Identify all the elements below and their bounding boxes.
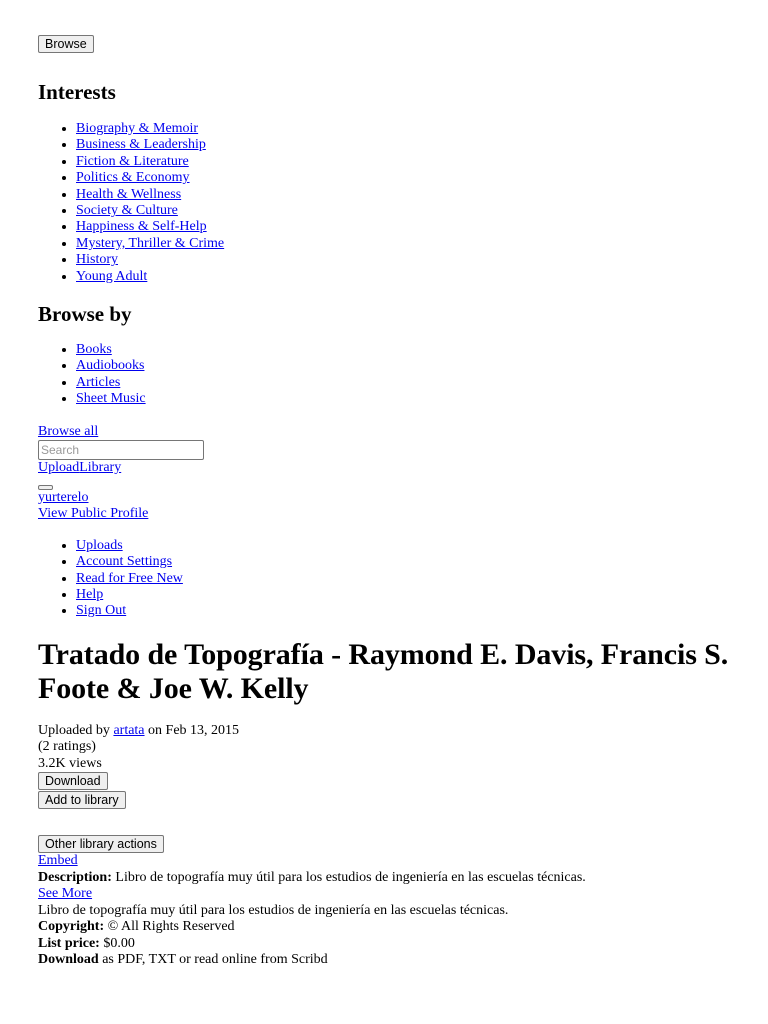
username-link[interactable]: yurterelo: [38, 489, 89, 505]
browse-link-articles[interactable]: Articles: [76, 374, 121, 390]
other-library-actions-button[interactable]: Other library actions: [38, 835, 164, 853]
library-link[interactable]: Library: [79, 460, 122, 476]
list-item: [76, 170, 738, 186]
list-price-value: $0.00: [99, 935, 135, 951]
list-item: [76, 587, 738, 603]
description-full: Libro de topografía muy útil para los estudios de ingeniería en las escuelas técnicas.: [38, 902, 509, 918]
ratings-count: (2 ratings): [38, 739, 96, 755]
copyright: [38, 919, 738, 936]
interest-link-business-leadership[interactable]: Business & Leadership: [76, 137, 206, 153]
download-button[interactable]: Download: [38, 772, 108, 790]
browse-link-sheet-music[interactable]: Sheet Music: [76, 391, 146, 407]
browse-by-list: [38, 342, 738, 408]
interest-link-health-wellness[interactable]: Health & Wellness: [76, 186, 182, 202]
list-item: [76, 252, 738, 268]
upload-info: [38, 723, 738, 740]
list-price: [38, 936, 738, 953]
list-item: [76, 236, 738, 252]
list-item: [76, 391, 738, 407]
header-links: [38, 460, 738, 477]
interest-link-biography-memoir[interactable]: Biography & Memoir: [76, 121, 199, 136]
add-to-library-button[interactable]: Add to library: [38, 791, 126, 809]
interests-heading: Interests: [38, 80, 116, 104]
list-item: [76, 603, 738, 619]
interest-link-society-culture[interactable]: Society & Culture: [76, 203, 178, 219]
interest-link-politics-economy[interactable]: Politics & Economy: [76, 170, 190, 186]
see-more-link[interactable]: See More: [38, 886, 93, 902]
upload-link[interactable]: Upload: [38, 460, 80, 476]
account-menu: [38, 538, 738, 620]
document-title: Tratado de Topografía - Raymond E. Davis, Francis S. Foote & Joe W. Kelly: [38, 637, 729, 705]
description-label: Description:: [38, 869, 112, 885]
upload-date: on Feb 13, 2015: [144, 722, 240, 738]
browse-by-heading: Browse by: [38, 302, 132, 327]
interest-link-young-adult[interactable]: Young Adult: [76, 268, 148, 284]
description: [38, 870, 738, 887]
list-item: [76, 154, 738, 170]
menu-link-uploads[interactable]: Uploads: [76, 537, 123, 553]
views-count: 3.2K views: [38, 755, 102, 771]
menu-link-help[interactable]: Help: [76, 586, 104, 602]
interest-link-history[interactable]: History: [76, 252, 118, 268]
list-item: [76, 342, 738, 358]
interests-list: [38, 121, 738, 285]
interest-link-happiness-self-help[interactable]: Happiness & Self-Help: [76, 219, 207, 235]
download-info: [38, 952, 738, 969]
list-item: [76, 121, 738, 137]
list-item: [76, 538, 738, 554]
page: [38, 35, 738, 969]
browse-all-link[interactable]: Browse all: [38, 423, 99, 439]
download-label: Download: [38, 952, 99, 968]
copyright-text: © All Rights Reserved: [104, 919, 235, 935]
menu-link-account-settings[interactable]: Account Settings: [76, 554, 173, 570]
browse-link-books[interactable]: Books: [76, 342, 112, 358]
list-price-label: List price:: [38, 935, 100, 951]
list-item: [76, 203, 738, 219]
interest-link-mystery-thriller-crime[interactable]: Mystery, Thriller & Crime: [76, 235, 225, 251]
list-item: [76, 375, 738, 391]
uploaded-by-label: Uploaded by: [38, 722, 114, 738]
uploader-link[interactable]: artata: [113, 722, 145, 738]
search-input[interactable]: [38, 440, 204, 460]
download-formats: as PDF, TXT or read online from Scribd: [98, 952, 328, 968]
list-item: [76, 571, 738, 587]
list-item: [76, 358, 738, 374]
embed-link[interactable]: Embed: [38, 853, 78, 869]
menu-link-read-for-free[interactable]: Read for Free New: [76, 570, 183, 586]
list-item: [76, 269, 738, 285]
view-public-profile-link[interactable]: View Public Profile: [38, 506, 149, 522]
browse-button[interactable]: Browse: [38, 35, 94, 53]
list-item: [76, 137, 738, 153]
list-item: [76, 219, 738, 235]
menu-link-sign-out[interactable]: Sign Out: [76, 603, 127, 619]
list-item: [76, 187, 738, 203]
browse-link-audiobooks[interactable]: Audiobooks: [76, 358, 145, 374]
interest-link-fiction-literature[interactable]: Fiction & Literature: [76, 153, 189, 169]
list-item: [76, 554, 738, 570]
copyright-label: Copyright:: [38, 919, 105, 935]
description-text: Libro de topografía muy útil para los estudios de ingeniería en las escuelas técnicas.: [111, 869, 586, 885]
